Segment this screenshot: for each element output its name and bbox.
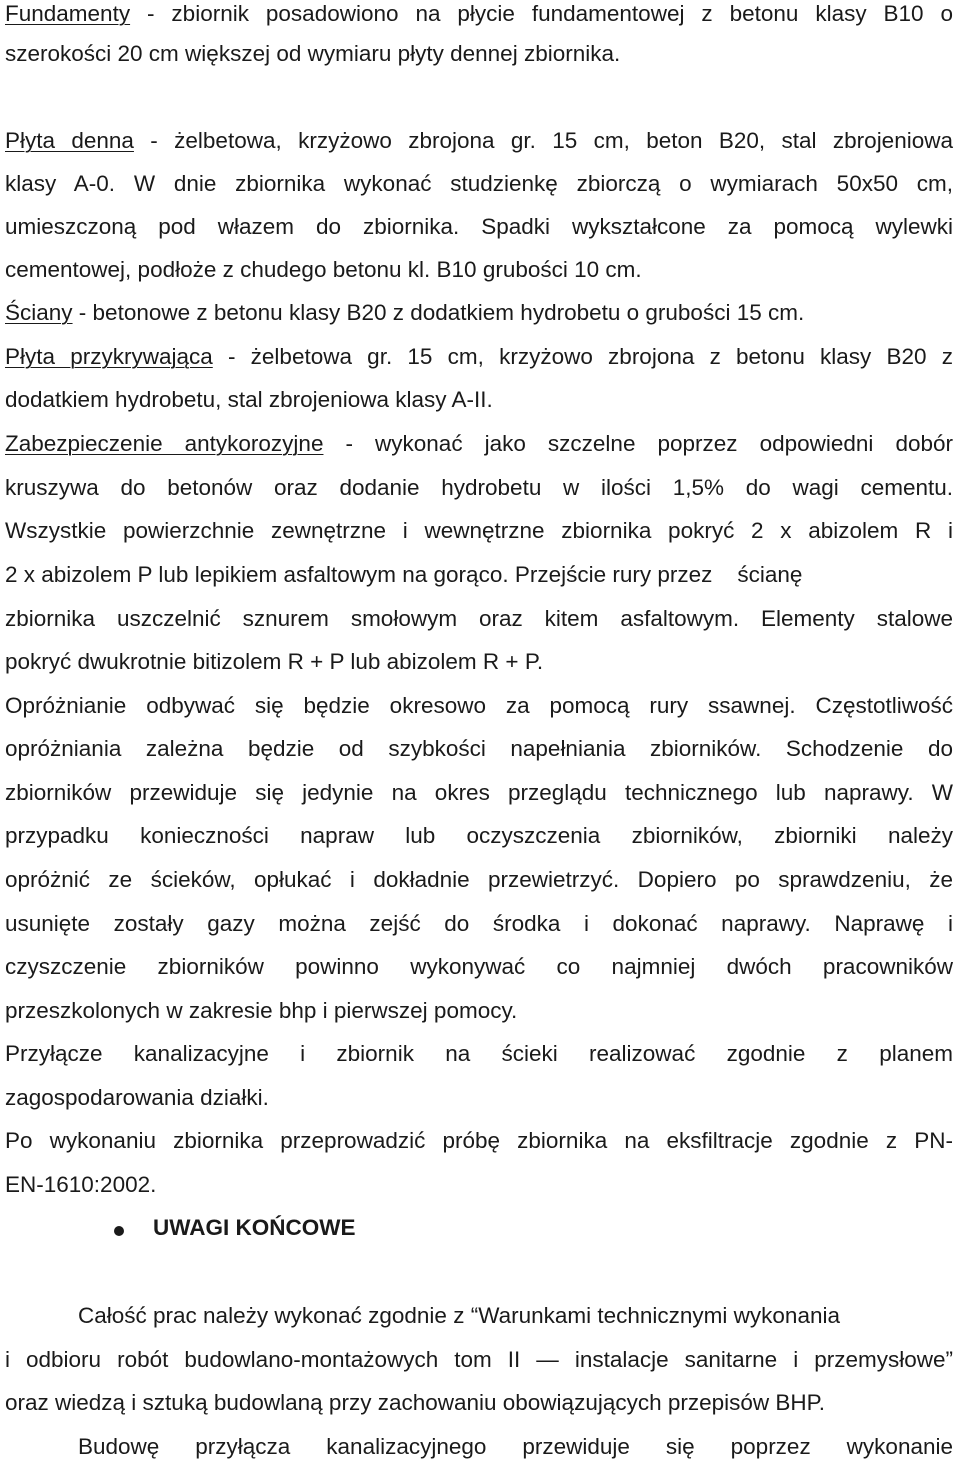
oproznianie-line-1: Opróżnianie odbywać się będzie okresowo za pomocą rury ssawnej. Częstotliwość <box>5 693 953 718</box>
uwagi-line-2: i odbioru robót budowlano-montażowych tom II — instalacje sanitarne i przemysłowe” <box>5 1347 953 1372</box>
oproznianie-line-4: przypadku konieczności napraw lub oczyszczenia zbiorników, zbiorniki należy <box>5 823 953 848</box>
plyta-przykrywajaca-text: - żelbetowa gr. 15 cm, krzyżowo zbrojona z betonu klasy B20 z <box>212 344 953 369</box>
section-heading: UWAGI KOŃCOWE <box>153 1215 356 1240</box>
oproznianie-line-2: opróżniania zależna będzie od szybkości napełniania zbiorników. Schodzenie do <box>5 736 953 761</box>
proba-line-1: Po wykonaniu zbiornika przeprowadzić próbę zbiornika na eksfiltracje zgodnie z PN- <box>5 1128 953 1153</box>
zabezpieczenie-line-2: kruszywa do betonów oraz dodanie hydrobetu w ilości 1,5% do wagi cementu. <box>5 475 953 500</box>
plyta-przykrywajaca-term: Płyta przykrywająca <box>5 344 213 369</box>
zabezpieczenie-text: - wykonać jako szczelne poprzez odpowiedni dobór <box>323 431 953 456</box>
zabezpieczenie-line-5: zbiornika uszczelnić sznurem smołowym oraz kitem asfaltowym. Elementy stalowe <box>5 606 953 631</box>
plyta-przykrywajaca-line-2: dodatkiem hydrobetu, stal zbrojeniowa klasy A-II. <box>5 387 493 412</box>
zabezpieczenie-line-6: pokryć dwukrotnie bitizolem R + P lub abizolem R + P. <box>5 649 544 674</box>
uwagi-line-4: Budowę przyłącza kanalizacyjnego przewiduje się poprzez wykonanie <box>78 1434 953 1459</box>
oproznianie-line-3: zbiorników przewiduje się jedynie na okres przeglądu technicznego lub naprawy. W <box>5 780 953 805</box>
proba-line-2: EN-1610:2002. <box>5 1172 157 1197</box>
sciany-text: - betonowe z betonu klasy B20 z dodatkiem hydrobetu o grubości 15 cm. <box>72 300 805 325</box>
oproznianie-line-5: opróżnić ze ścieków, opłukać i dokładnie przewietrzyć. Dopiero po sprawdzeniu, że <box>5 867 953 892</box>
sciany-line <box>5 299 953 327</box>
section-heading-row <box>0 1214 960 1244</box>
oproznianie-line-6: usunięte zostały gazy można zejść do środka i dokonać naprawy. Naprawę i <box>5 911 953 936</box>
zabezpieczenie-line-1 <box>5 430 953 458</box>
fundamenty-line-2: szerokości 20 cm większej od wymiaru płyty dennej zbiornika. <box>5 41 621 66</box>
uwagi-line-3: oraz wiedzą i sztuką budowlaną przy zachowaniu obowiązujących przepisów BHP. <box>5 1390 826 1415</box>
plyta-denna-text: - żelbetowa, krzyżowo zbrojona gr. 15 cm, beton B20, stal zbrojeniowa <box>133 128 953 153</box>
zabezpieczenie-term: Zabezpieczenie antykorozyjne <box>5 431 324 456</box>
plyta-denna-term: Płyta denna <box>5 128 134 153</box>
zabezpieczenie-line-4: 2 x abizolem P lub lepikiem asfaltowym na gorąco. Przejście rury przez ścianę <box>5 562 803 587</box>
fundamenty-term: Fundamenty <box>5 1 131 26</box>
przylacze-line-2: zagospodarowania działki. <box>5 1085 269 1110</box>
plyta-denna-line-4: cementowej, podłoże z chudego betonu kl. B10 grubości 10 cm. <box>5 257 642 282</box>
plyta-przykrywajaca-line-1 <box>5 343 953 371</box>
plyta-denna-line-2: klasy A-0. W dnie zbiornika wykonać studzienkę zbiorczą o wymiarach 50x50 cm, <box>5 171 953 196</box>
plyta-denna-line-3: umieszczoną pod włazem do zbiornika. Spadki wykształcone za pomocą wylewki <box>5 214 953 239</box>
zabezpieczenie-line-3: Wszystkie powierzchnie zewnętrzne i wewnętrzne zbiornika pokryć 2 x abizolem R i <box>5 518 953 543</box>
bullet-icon <box>114 1226 124 1236</box>
przylacze-line-1: Przyłącze kanalizacyjne i zbiornik na ścieki realizować zgodnie z planem <box>5 1041 953 1066</box>
plyta-denna-line-1 <box>5 127 953 155</box>
oproznianie-line-7: czyszczenie zbiorników powinno wykonywać co najmniej dwóch pracowników <box>5 954 953 979</box>
oproznianie-line-8: przeszkolonych w zakresie bhp i pierwszej pomocy. <box>5 998 518 1023</box>
fundamenty-text: - zbiornik posadowiono na płycie fundamentowej z betonu klasy B10 o <box>130 1 953 26</box>
uwagi-line-1: Całość prac należy wykonać zgodnie z “Warunkami technicznymi wykonania <box>78 1303 840 1328</box>
sciany-term: Ściany <box>5 300 73 325</box>
fundamenty-line-1 <box>5 0 953 28</box>
